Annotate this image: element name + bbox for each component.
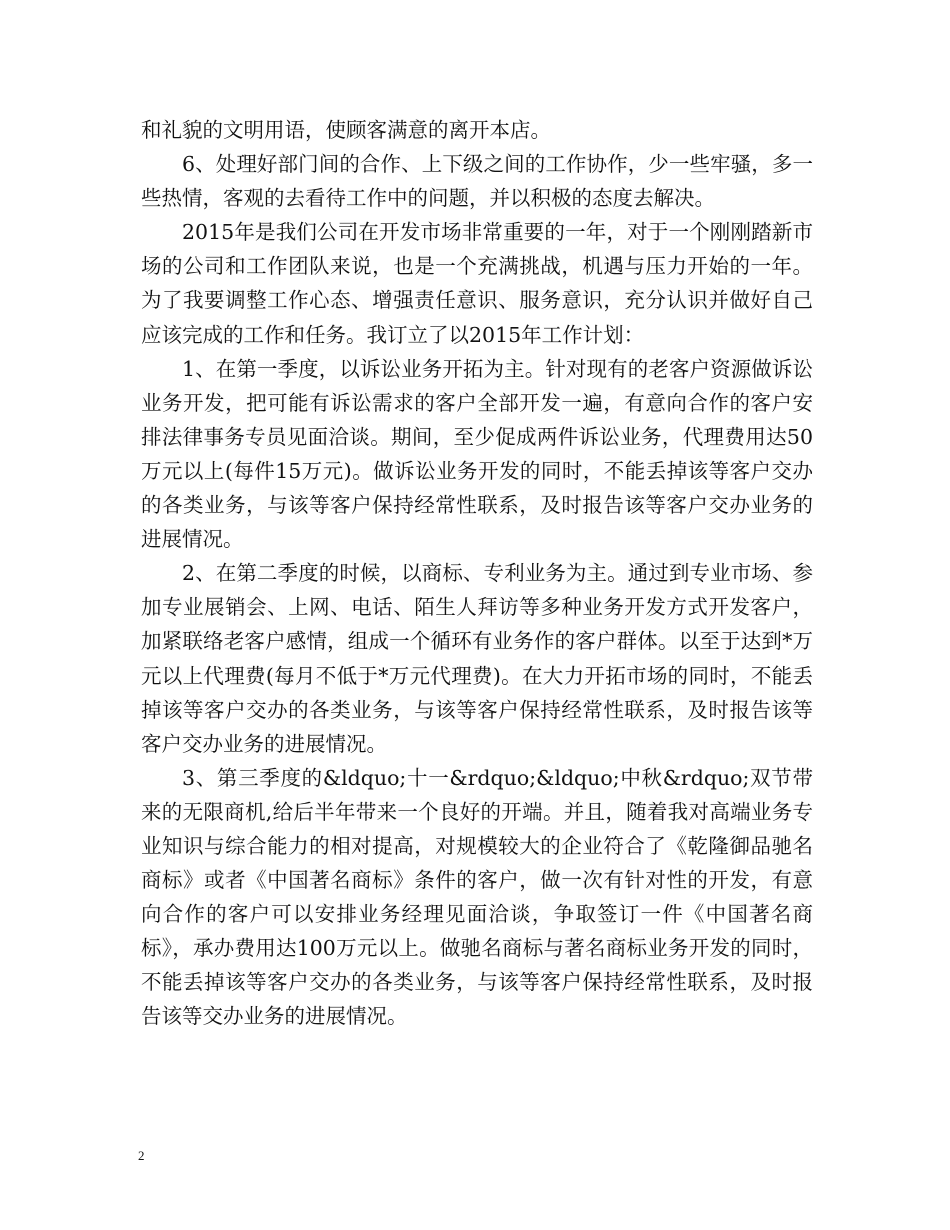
paragraph-continuation: 和礼貌的文明用语，使顾客满意的离开本店。 bbox=[141, 118, 551, 142]
paragraph-q1-plan: 1、在第一季度，以诉讼业务开拓为主。针对现有的老客户资源做诉讼业务开发，把可能有诉讼需求的客户全部开发一遍，有意向合作的客户安排法律事务专员见面洽谈。期间，至少促成两件诉讼业务，代理费用达50万元以上(每件15万元)。做诉讼业务开发的同时，不能丢掉该等客户交办的各类业务，与该等客户保持经常性联系，及时报告该等客户交办业务的进展情况。 bbox=[141, 356, 813, 552]
paragraph-q3-plan: 3、第三季度的&ldquo;十一&rdquo;&ldquo;中秋&rdquo;双节带来的无限商机,给后半年带来一个良好的开端。并且，随着我对高端业务专业知识与综合能力的相对提高，对规模较大的企业符合了《乾隆御品驰名商标》或者《中国著名商标》条件的客户，做一次有针对性的开发，有意向合作的客户可以安排业务经理见面洽谈，争取签订一件《中国著名商标》，承办费用达100万元以上。做驰名商标与著名商标业务开发的同时，不能丢掉该等客户交办的各类业务，与该等客户保持经常性联系，及时报告该等交办业务的进展情况。 bbox=[141, 765, 813, 1029]
document-body bbox=[141, 113, 813, 1034]
paragraph-q2-plan: 2、在第二季度的时候，以商标、专利业务为主。通过到专业市场、参加专业展销会、上网、电话、陌生人拜访等多种业务开发方式开发客户，加紧联络老客户感情，组成一个循环有业务作的客户群体。以至于达到*万元以上代理费(每月不低于*万元代理费)。在大力开拓市场的同时，不能丢掉该等客户交办的各类业务，与该等客户保持经常性联系，及时报告该等客户交办业务的进展情况。 bbox=[141, 561, 813, 756]
page-number: 2 bbox=[138, 1148, 145, 1163]
paragraph-2015-plan-intro: 2015年是我们公司在开发市场非常重要的一年，对于一个刚刚踏新市场的公司和工作团队来说，也是一个充满挑战，机遇与压力开始的一年。为了我要调整工作心态、增强责任意识、服务意识，充分认识并做好自己应该完成的工作和任务。我订立了以2015年工作计划： bbox=[141, 220, 813, 347]
paragraph-item-6: 6、处理好部门间的合作、上下级之间的工作协作，少一些牢骚，多一些热情，客观的去看待工作中的问题，并以积极的态度去解决。 bbox=[141, 152, 813, 211]
